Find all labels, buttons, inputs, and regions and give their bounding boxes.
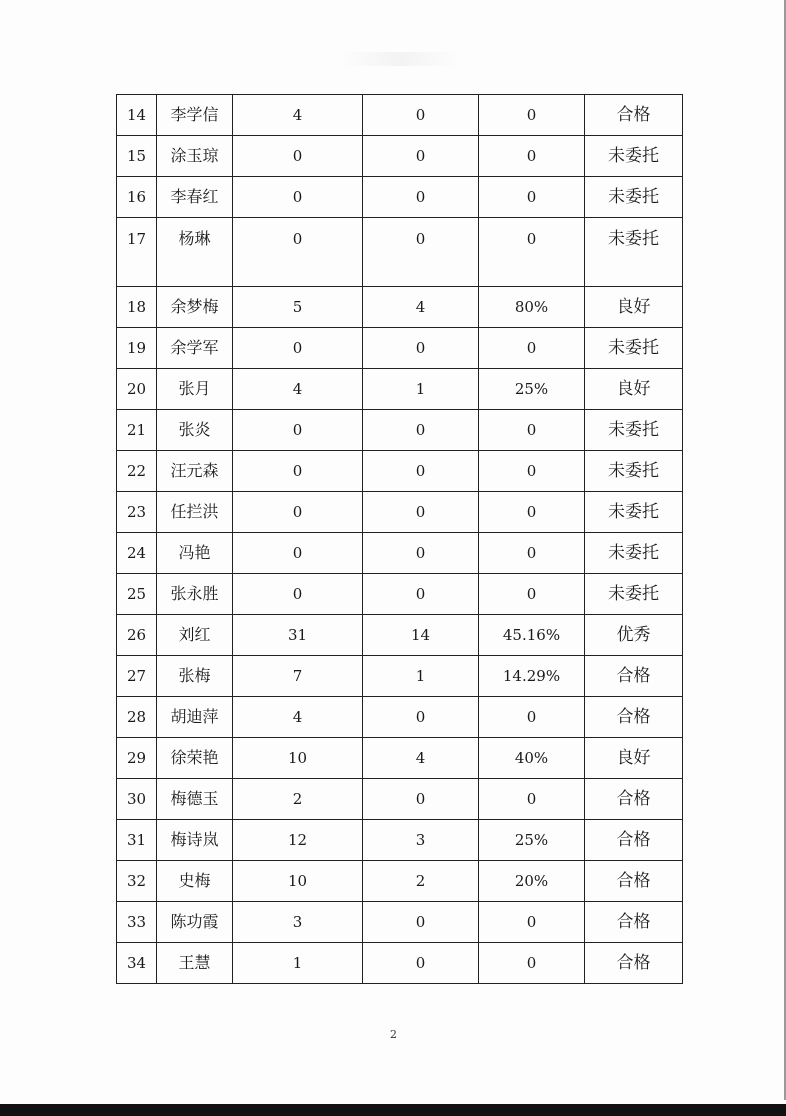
row-number-cell: 22: [117, 451, 157, 492]
rate-cell: 0: [479, 451, 585, 492]
grade-cell: 未委托: [585, 136, 683, 177]
name-cell: 王慧: [157, 943, 233, 984]
rate-cell: 45.16%: [479, 615, 585, 656]
name-cell: 汪元森: [157, 451, 233, 492]
count-cell: 0: [363, 95, 479, 136]
table-row: [117, 656, 683, 697]
rate-cell: 0: [479, 902, 585, 943]
name-cell: 陈功霞: [157, 902, 233, 943]
table-row: [117, 820, 683, 861]
scan-artifact: [340, 52, 460, 66]
table-row: [117, 218, 683, 287]
table-row: [117, 902, 683, 943]
rate-cell: 0: [479, 95, 585, 136]
count-cell: 10: [233, 738, 363, 779]
name-cell: 余学军: [157, 328, 233, 369]
table-row: [117, 738, 683, 779]
count-cell: 0: [363, 410, 479, 451]
rate-cell: 25%: [479, 820, 585, 861]
grade-cell: 未委托: [585, 328, 683, 369]
row-number-cell: 26: [117, 615, 157, 656]
count-cell: 0: [233, 177, 363, 218]
row-number-cell: 29: [117, 738, 157, 779]
evaluation-table: [116, 94, 683, 984]
count-cell: 31: [233, 615, 363, 656]
count-cell: 0: [363, 136, 479, 177]
count-cell: 0: [233, 574, 363, 615]
grade-cell: 良好: [585, 738, 683, 779]
grade-cell: 未委托: [585, 410, 683, 451]
name-cell: 刘红: [157, 615, 233, 656]
name-cell: 杨琳: [157, 218, 233, 287]
rate-cell: 80%: [479, 287, 585, 328]
rate-cell: 0: [479, 779, 585, 820]
name-cell: 梅德玉: [157, 779, 233, 820]
name-cell: 张炎: [157, 410, 233, 451]
grade-cell: 合格: [585, 779, 683, 820]
row-number-cell: 18: [117, 287, 157, 328]
count-cell: 10: [233, 861, 363, 902]
rate-cell: 0: [479, 492, 585, 533]
name-cell: 涂玉琼: [157, 136, 233, 177]
rate-cell: 0: [479, 218, 585, 287]
count-cell: 4: [233, 95, 363, 136]
rate-cell: 25%: [479, 369, 585, 410]
count-cell: 4: [363, 287, 479, 328]
count-cell: 0: [363, 451, 479, 492]
count-cell: 0: [363, 492, 479, 533]
table-row: [117, 615, 683, 656]
row-number-cell: 32: [117, 861, 157, 902]
row-number-cell: 25: [117, 574, 157, 615]
count-cell: 3: [233, 902, 363, 943]
table-row: [117, 492, 683, 533]
count-cell: 7: [233, 656, 363, 697]
row-number-cell: 30: [117, 779, 157, 820]
count-cell: 4: [233, 697, 363, 738]
rate-cell: 0: [479, 136, 585, 177]
row-number-cell: 17: [117, 218, 157, 287]
table-row: [117, 369, 683, 410]
row-number-cell: 21: [117, 410, 157, 451]
count-cell: 14: [363, 615, 479, 656]
row-number-cell: 34: [117, 943, 157, 984]
grade-cell: 良好: [585, 369, 683, 410]
name-cell: 史梅: [157, 861, 233, 902]
grade-cell: 良好: [585, 287, 683, 328]
name-cell: 余梦梅: [157, 287, 233, 328]
grade-cell: 合格: [585, 656, 683, 697]
rate-cell: 0: [479, 533, 585, 574]
count-cell: 3: [363, 820, 479, 861]
grade-cell: 未委托: [585, 492, 683, 533]
count-cell: 0: [233, 492, 363, 533]
grade-cell: 合格: [585, 820, 683, 861]
table-row: [117, 697, 683, 738]
count-cell: 0: [233, 328, 363, 369]
rate-cell: 0: [479, 328, 585, 369]
count-cell: 2: [233, 779, 363, 820]
count-cell: 0: [363, 574, 479, 615]
name-cell: 胡迪萍: [157, 697, 233, 738]
grade-cell: 未委托: [585, 533, 683, 574]
table-row: [117, 328, 683, 369]
row-number-cell: 31: [117, 820, 157, 861]
table-body: [117, 95, 683, 984]
grade-cell: 未委托: [585, 574, 683, 615]
name-cell: 张永胜: [157, 574, 233, 615]
row-number-cell: 24: [117, 533, 157, 574]
row-number-cell: 19: [117, 328, 157, 369]
table-row: [117, 177, 683, 218]
table-row: [117, 533, 683, 574]
row-number-cell: 23: [117, 492, 157, 533]
grade-cell: 优秀: [585, 615, 683, 656]
row-number-cell: 27: [117, 656, 157, 697]
rate-cell: 0: [479, 410, 585, 451]
count-cell: 0: [363, 943, 479, 984]
rate-cell: 20%: [479, 861, 585, 902]
row-number-cell: 33: [117, 902, 157, 943]
count-cell: 0: [363, 218, 479, 287]
name-cell: 张梅: [157, 656, 233, 697]
grade-cell: 合格: [585, 902, 683, 943]
table-row: [117, 95, 683, 136]
row-number-cell: 20: [117, 369, 157, 410]
table-row: [117, 410, 683, 451]
grade-cell: 未委托: [585, 451, 683, 492]
count-cell: 0: [363, 902, 479, 943]
row-number-cell: 15: [117, 136, 157, 177]
rate-cell: 0: [479, 697, 585, 738]
count-cell: 0: [233, 218, 363, 287]
count-cell: 0: [233, 451, 363, 492]
count-cell: 12: [233, 820, 363, 861]
grade-cell: 合格: [585, 95, 683, 136]
table-row: [117, 779, 683, 820]
name-cell: 任拦洪: [157, 492, 233, 533]
rate-cell: 0: [479, 177, 585, 218]
count-cell: 0: [233, 533, 363, 574]
count-cell: 1: [363, 369, 479, 410]
grade-cell: 合格: [585, 861, 683, 902]
count-cell: 0: [233, 136, 363, 177]
row-number-cell: 28: [117, 697, 157, 738]
count-cell: 0: [363, 779, 479, 820]
name-cell: 李学信: [157, 95, 233, 136]
table-row: [117, 861, 683, 902]
count-cell: 5: [233, 287, 363, 328]
name-cell: 冯艳: [157, 533, 233, 574]
grade-cell: 合格: [585, 697, 683, 738]
grade-cell: 未委托: [585, 177, 683, 218]
row-number-cell: 16: [117, 177, 157, 218]
name-cell: 梅诗岚: [157, 820, 233, 861]
grade-cell: 合格: [585, 943, 683, 984]
count-cell: 4: [233, 369, 363, 410]
table-row: [117, 136, 683, 177]
rate-cell: 40%: [479, 738, 585, 779]
table-row: [117, 574, 683, 615]
count-cell: 1: [233, 943, 363, 984]
page-number: 2: [390, 1028, 397, 1041]
grade-cell: 未委托: [585, 218, 683, 287]
count-cell: 0: [233, 410, 363, 451]
name-cell: 徐荣艳: [157, 738, 233, 779]
row-number-cell: 14: [117, 95, 157, 136]
name-cell: 李春红: [157, 177, 233, 218]
scan-bottom-edge: [0, 1104, 786, 1116]
count-cell: 0: [363, 533, 479, 574]
rate-cell: 0: [479, 943, 585, 984]
table-row: [117, 943, 683, 984]
table-row: [117, 451, 683, 492]
rate-cell: 14.29%: [479, 656, 585, 697]
count-cell: 4: [363, 738, 479, 779]
count-cell: 0: [363, 177, 479, 218]
count-cell: 2: [363, 861, 479, 902]
table-row: [117, 287, 683, 328]
rate-cell: 0: [479, 574, 585, 615]
count-cell: 0: [363, 328, 479, 369]
name-cell: 张月: [157, 369, 233, 410]
count-cell: 1: [363, 656, 479, 697]
count-cell: 0: [363, 697, 479, 738]
